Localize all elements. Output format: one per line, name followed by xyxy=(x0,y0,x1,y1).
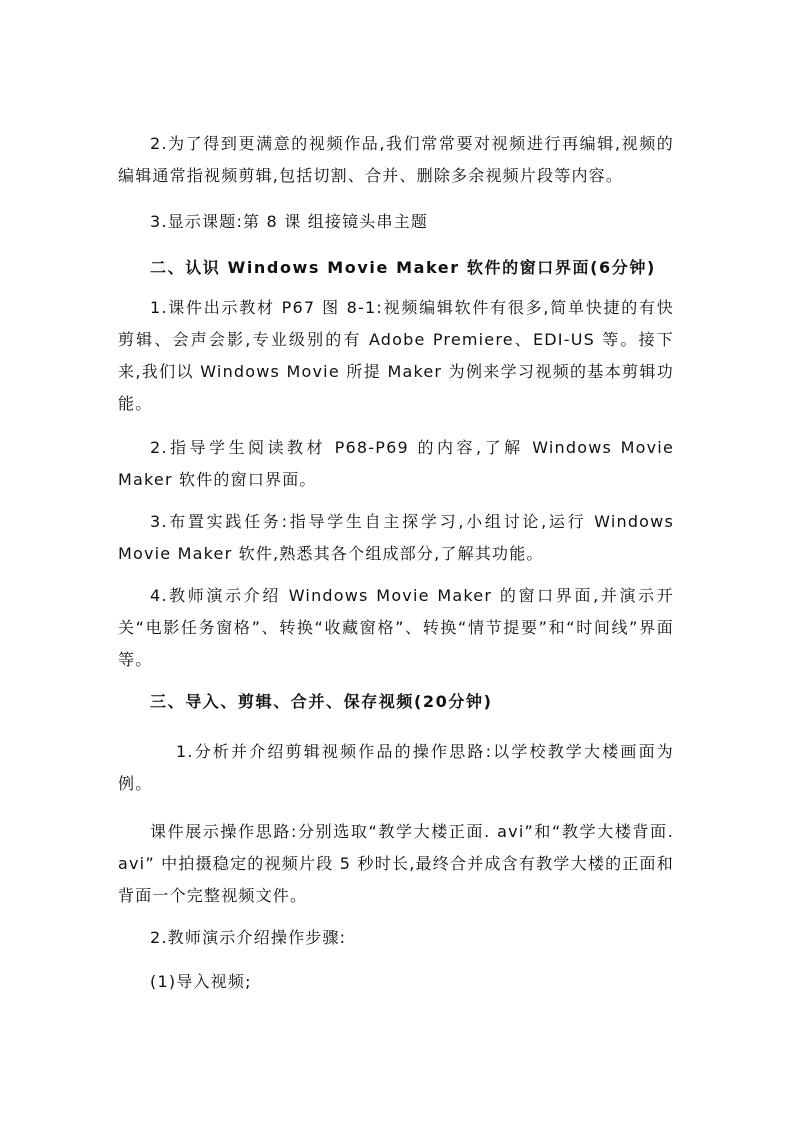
paragraph-guide-reading: 2.指导学生阅读教材 P68-P69 的内容,了解 Windows Movie Maker 软件的窗口界面。 xyxy=(118,438,674,489)
section-heading-import-edit-save: 三、导入、剪辑、合并、保存视频(20分钟) xyxy=(150,692,493,711)
paragraph-show-topic: 3.显示课题:第 8 课 组接镜头串主题 xyxy=(150,212,429,231)
paragraph-courseware-software: 1.课件出示教材 P67 图 8-1:视频编辑软件有很多,简单快捷的有快剪辑、会声会影,专业级别的有 Adobe Premiere、EDI-US 等。接下来,我们以 Windows Movie 所提 Maker 为例来学习视频的基本剪辑功能。 xyxy=(118,298,674,413)
paragraph-teacher-demo-interface: 4.教师演示介绍 Windows Movie Maker 的窗口界面,并演示开关“电影任务窗格”、转换“收藏窗格”、转换“情节提要”和“时间线”界面等。 xyxy=(118,586,674,669)
paragraph-teacher-demo-steps: 2.教师演示介绍操作步骤: xyxy=(150,928,347,947)
paragraph-step-import-video: (1)导入视频; xyxy=(150,972,252,991)
paragraph-intro-editing: 2.为了得到更满意的视频作品,我们常常要对视频进行再编辑,视频的编辑通常指视频剪辑,包括切割、合并、删除多余视频片段等内容。 xyxy=(118,134,674,185)
paragraph-practice-task: 3.布置实践任务:指导学生自主探学习,小组讨论,运行 Windows Movie Maker 软件,熟悉其各个组成部分,了解其功能。 xyxy=(118,512,674,563)
section-heading-wmm-interface: 二、认识 Windows Movie Maker 软件的窗口界面(6分钟) xyxy=(150,258,656,277)
paragraph-analyze-approach: 1.分析并介绍剪辑视频作品的操作思路:以学校教学大楼画面为例。 xyxy=(118,742,674,793)
paragraph-courseware-approach: 课件展示操作思路:分别选取“教学大楼正面. avi”和“教学大楼背面. avi” 中拍摄稳定的视频片段 5 秒时长,最终合并成含有教学大楼的正面和背面一个完整视频文件。 xyxy=(118,822,674,905)
